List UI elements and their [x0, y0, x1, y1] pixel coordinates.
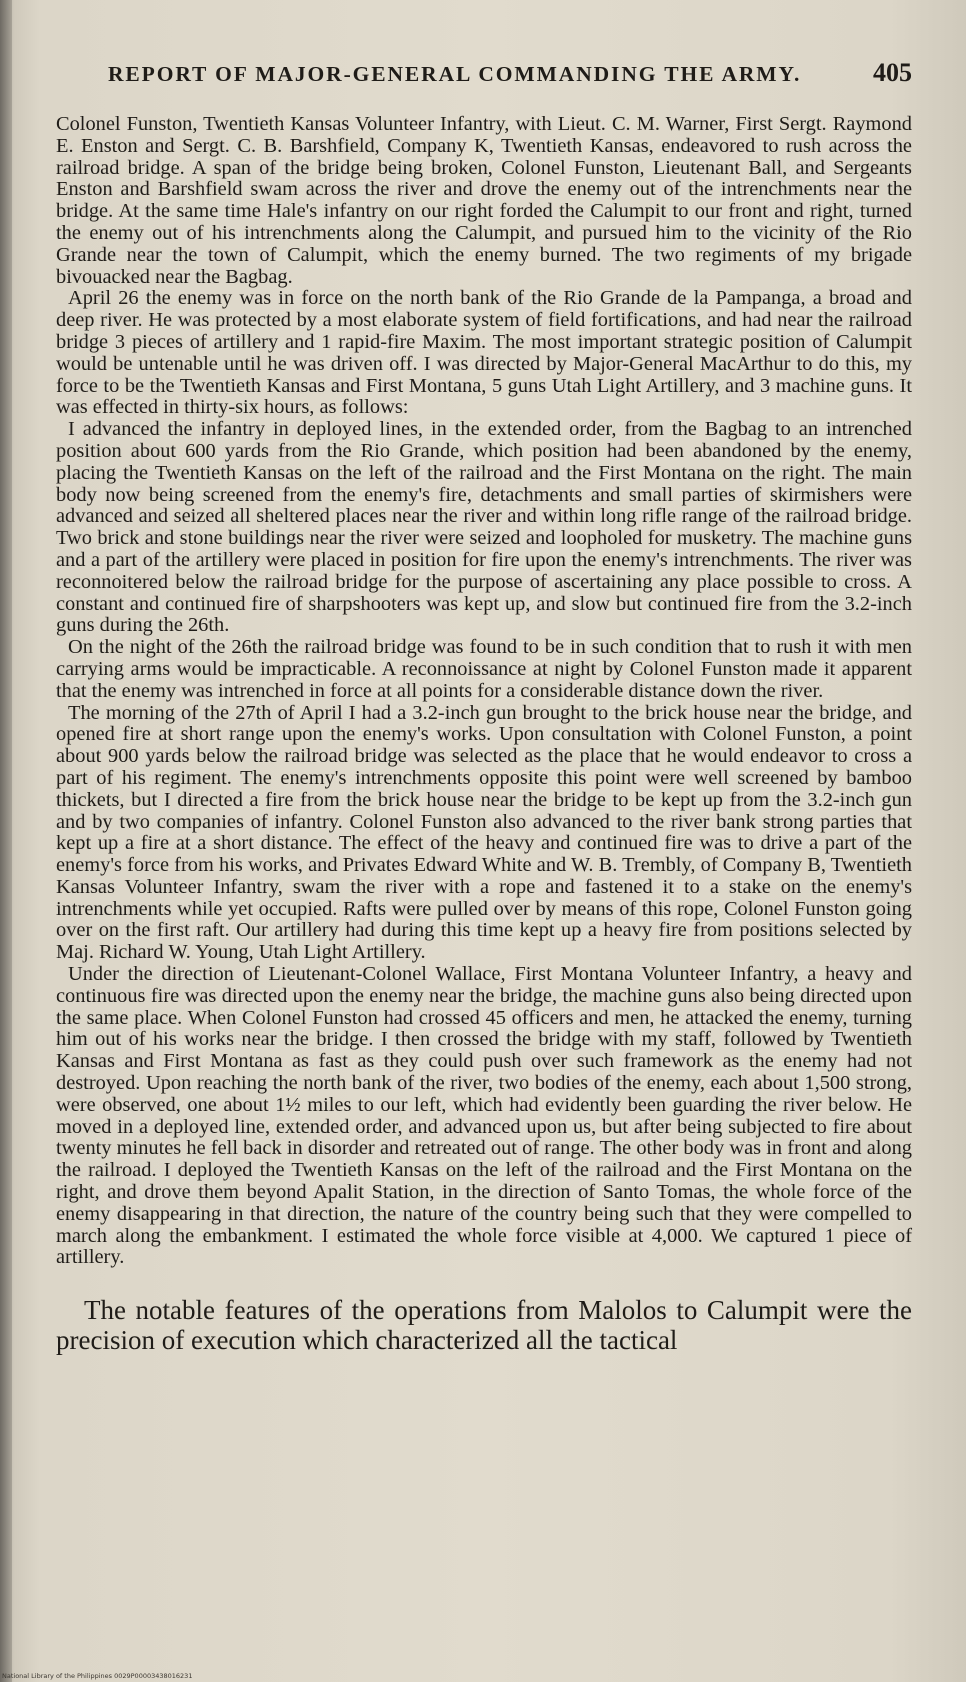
paragraph-1: Colonel Funston, Twentieth Kansas Volunteer Infantry, with Lieut. C. M. Warner, First Sergt. Raymond E. Enston and Sergt. C. B. Barshfield, Company K, Twentieth Kansas, endeavored to rush across the railroad bridge. A span of the bridge being broken, Colonel Funston, Lieutenant Ball, and Sergeants Enston and Barshfield swam across the river and drove the enemy out of the intrenchments near the bridge. At the same time Hale's infantry on our right forded the Calumpit to our front and right, turned the enemy out of his intrenchments along the Calumpit, and pursued him to the vicinity of the Rio Grande near the town of Calumpit, which the enemy burned. The two regiments of my brigade bivouacked near the Bagbag. [56, 113, 912, 288]
paragraph-6: Under the direction of Lieutenant-Colonel Wallace, First Montana Volunteer Infantry, a heavy and continuous fire was directed upon the enemy near the bridge, the machine guns also being directed upon the same place. When Colonel Funston had crossed 45 officers and men, he attacked the enemy, turning him out of his works near the bridge. I then crossed the bridge with my staff, followed by Twentieth Kansas and First Montana as fast as they could push over such framework as the enemy had not destroyed. Upon reaching the north bank of the river, two bodies of the enemy, each about 1,500 strong, were observed, one about 1½ miles to our left, which had evidently been guarding the river below. He moved in a deployed line, extended order, and advanced upon us, but after being subjected to fire about twenty minutes he fell back in disorder and retreated out of range. The other body was in front and along the railroad. I deployed the Twentieth Kansas on the left of the railroad and the First Montana on the right, and drove them beyond Apalit Station, in the direction of Santo Tomas, the whole force of the enemy disappearing in that direction, the nature of the country being such that they were compelled to march along the embankment. I estimated the whole force visible at 4,000. We captured 1 piece of artillery. [56, 963, 912, 1269]
scan-credit: National Library of the Philippines 0029P00003438016231 [2, 1672, 193, 1680]
page-content [56, 58, 912, 1355]
closing-paragraph: The notable features of the operations from Malolos to Calumpit were the precision of execution which characterized all the tactical [56, 1295, 912, 1356]
paragraph-2: April 26 the enemy was in force on the north bank of the Rio Grande de la Pampanga, a broad and deep river. He was protected by a most elaborate system of field fortifications, and had near the railroad bridge 3 pieces of artillery and 1 rapid-fire Maxim. The most important strategic position of Calumpit would be untenable until he was driven off. I was directed by Major-General MacArthur to do this, my force to be the Twentieth Kansas and First Montana, 5 guns Utah Light Artillery, and 3 machine guns. It was effected in thirty-six hours, as follows: [56, 287, 912, 419]
paragraph-5: The morning of the 27th of April I had a 3.2-inch gun brought to the brick house near the bridge, and opened fire at short range upon the enemy's works. Upon consultation with Colonel Funston, a point about 900 yards below the railroad bridge was selected as the place that he would endeavor to cross a part of his regiment. The enemy's intrenchments opposite this point were well screened by bamboo thickets, but I directed a fire from the brick house near the bridge to be kept up from the 3.2-inch gun and by two companies of infantry. Colonel Funston also advanced to the river bank strong parties that kept up a fire at a short distance. The effect of the heavy and continued fire was to drive a part of the enemy's force from his works, and Privates Edward White and W. B. Trembly, of Company B, Twentieth Kansas Volunteer Infantry, swam the river with a rope and fastened it to a stake on the enemy's intrenchments while yet occupied. Rafts were pulled over by means of this rope, Colonel Funston going over on the first raft. Our artillery had during this time kept up a heavy fire from positions selected by Maj. Richard W. Young, Utah Light Artillery. [56, 701, 912, 964]
paragraph-3: I advanced the infantry in deployed lines, in the extended order, from the Bagbag to an intrenched position about 600 yards from the Rio Grande, which position had been abandoned by the enemy, placing the Twentieth Kansas on the left of the railroad and the First Montana on the right. The main body now being screened from the enemy's fire, detachments and small parties of skirmishers were advanced and seized all sheltered places near the river and within long rifle range of the railroad bridge. Two brick and stone buildings near the river were seized and loopholed for musketry. The machine guns and a part of the artillery were placed in position for fire upon the enemy's intrenchments. The river was reconnoitered below the railroad bridge for the purpose of ascertaining any place possible to cross. A constant and continued fire of sharpshooters was kept up, and slow but continued fire from the 3.2-inch guns during the 26th. [56, 418, 912, 637]
running-head [108, 58, 912, 88]
page-number: 405 [873, 58, 912, 87]
paragraph-4: On the night of the 26th the railroad bridge was found to be in such condition that to rush it with men carrying arms would be impracticable. A reconnoissance at night by Colonel Funston made it apparent that the enemy was intrenched in force at all points for a considerable distance down the river. [56, 636, 912, 702]
running-title: REPORT OF MAJOR-GENERAL COMMANDING THE ARMY. [108, 62, 802, 86]
body-text [56, 114, 912, 1269]
page-binding-shadow [0, 0, 12, 1682]
